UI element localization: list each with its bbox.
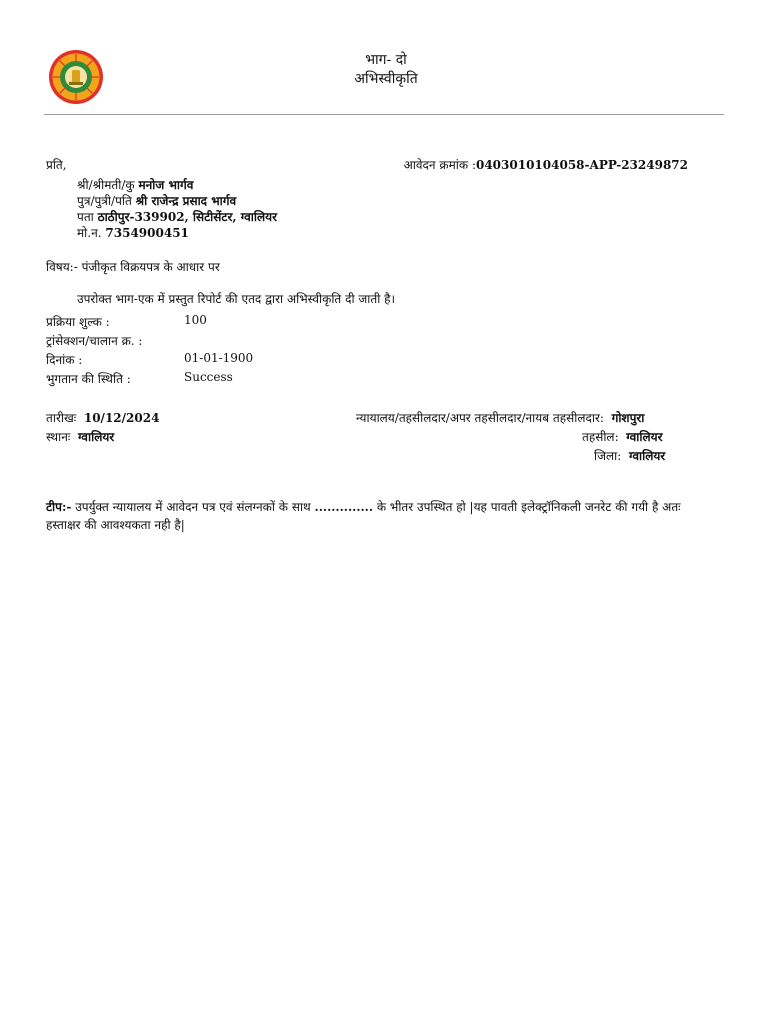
recipient-mobile: 7354900451 xyxy=(105,226,189,240)
payment-status-label: भुगतान की स्थिति : xyxy=(46,372,131,386)
madhya-pradesh-emblem-icon xyxy=(48,49,104,105)
application-number: 0403010104058-APP-23249872 xyxy=(475,158,688,172)
note-dots: .............. xyxy=(314,500,374,514)
district-line xyxy=(594,447,665,464)
footer-place-line xyxy=(46,428,114,445)
footer-place-label: स्थानः xyxy=(46,430,71,444)
note-text xyxy=(46,498,716,534)
recipient-prefix: प्रति, xyxy=(46,158,67,172)
application-number-label: आवेदन क्रमांक : xyxy=(403,158,476,172)
district-name: ग्वालियर xyxy=(628,449,666,463)
recipient-relation-label: पुत्र/पुत्री/पति xyxy=(77,194,132,208)
court-label: न्यायालय/तहसीलदार/अपर तहसीलदार/नायब तहसीलदार: xyxy=(356,411,604,425)
note-label: टीप:- xyxy=(46,500,72,514)
recipient-mobile-label: मो.न. xyxy=(77,226,102,240)
page-title-part: भाग- दो xyxy=(365,52,407,68)
district-label: जिला: xyxy=(594,449,622,463)
recipient-name: मनोज भार्गव xyxy=(138,178,194,192)
court-name: गोशपुरा xyxy=(611,411,645,425)
date-value: 01-01-1900 xyxy=(184,351,254,365)
transaction-label: ट्रांसेक्शन/चालान क्र. : xyxy=(46,334,143,348)
court-line xyxy=(356,409,644,426)
footer-date-line xyxy=(46,409,159,426)
intro-text: उपरोक्त भाग-एक में प्रस्तुत रिपोर्ट की एतद द्वारा अभिस्वीकृति दी जाती है। xyxy=(77,292,396,306)
recipient-mobile-line xyxy=(77,224,189,241)
footer-date: 10/12/2024 xyxy=(83,411,160,425)
note-body: उपर्युक्त न्यायालय में आवेदन पत्र एवं संलग्नकों के साथ xyxy=(71,500,315,514)
recipient-name-line xyxy=(77,176,193,193)
recipient-name-label: श्री/श्रीमती/कु xyxy=(77,178,135,192)
recipient-relation-line xyxy=(77,192,236,209)
fee-label: प्रक्रिया शुल्क : xyxy=(46,315,110,329)
fee-value: 100 xyxy=(184,313,207,327)
recipient-address-label: पता xyxy=(77,210,94,224)
date-label: दिनांक : xyxy=(46,353,83,367)
payment-status-value: Success xyxy=(184,370,233,384)
application-number-line xyxy=(404,156,688,173)
tehsil-line xyxy=(582,428,663,445)
tehsil-name: ग्वालियर xyxy=(626,430,663,444)
note-body-end: के भीतर उपस्थित हो |यह पावती इलेक्ट्रॉनिकली जनरेट की गयी है अतः हस्ताक्षर की आवश्यकता नही है| xyxy=(46,500,681,532)
footer-place: ग्वालियर xyxy=(77,430,115,444)
recipient-relation-name: श्री राजेन्द्र प्रसाद भार्गव xyxy=(135,194,237,208)
recipient-address-line xyxy=(77,208,277,225)
subject-line: विषय:- पंजीकृत विक्रयपत्र के आधार पर xyxy=(46,260,220,274)
header-divider xyxy=(44,114,724,115)
recipient-address: ठाठीपुर-339902, सिटीसेंटर, ग्वालियर xyxy=(97,210,277,224)
tehsil-label: तहसील: xyxy=(582,430,619,444)
page-title: अभिस्वीकृति xyxy=(354,71,418,87)
footer-date-label: तारीखः xyxy=(46,411,77,425)
